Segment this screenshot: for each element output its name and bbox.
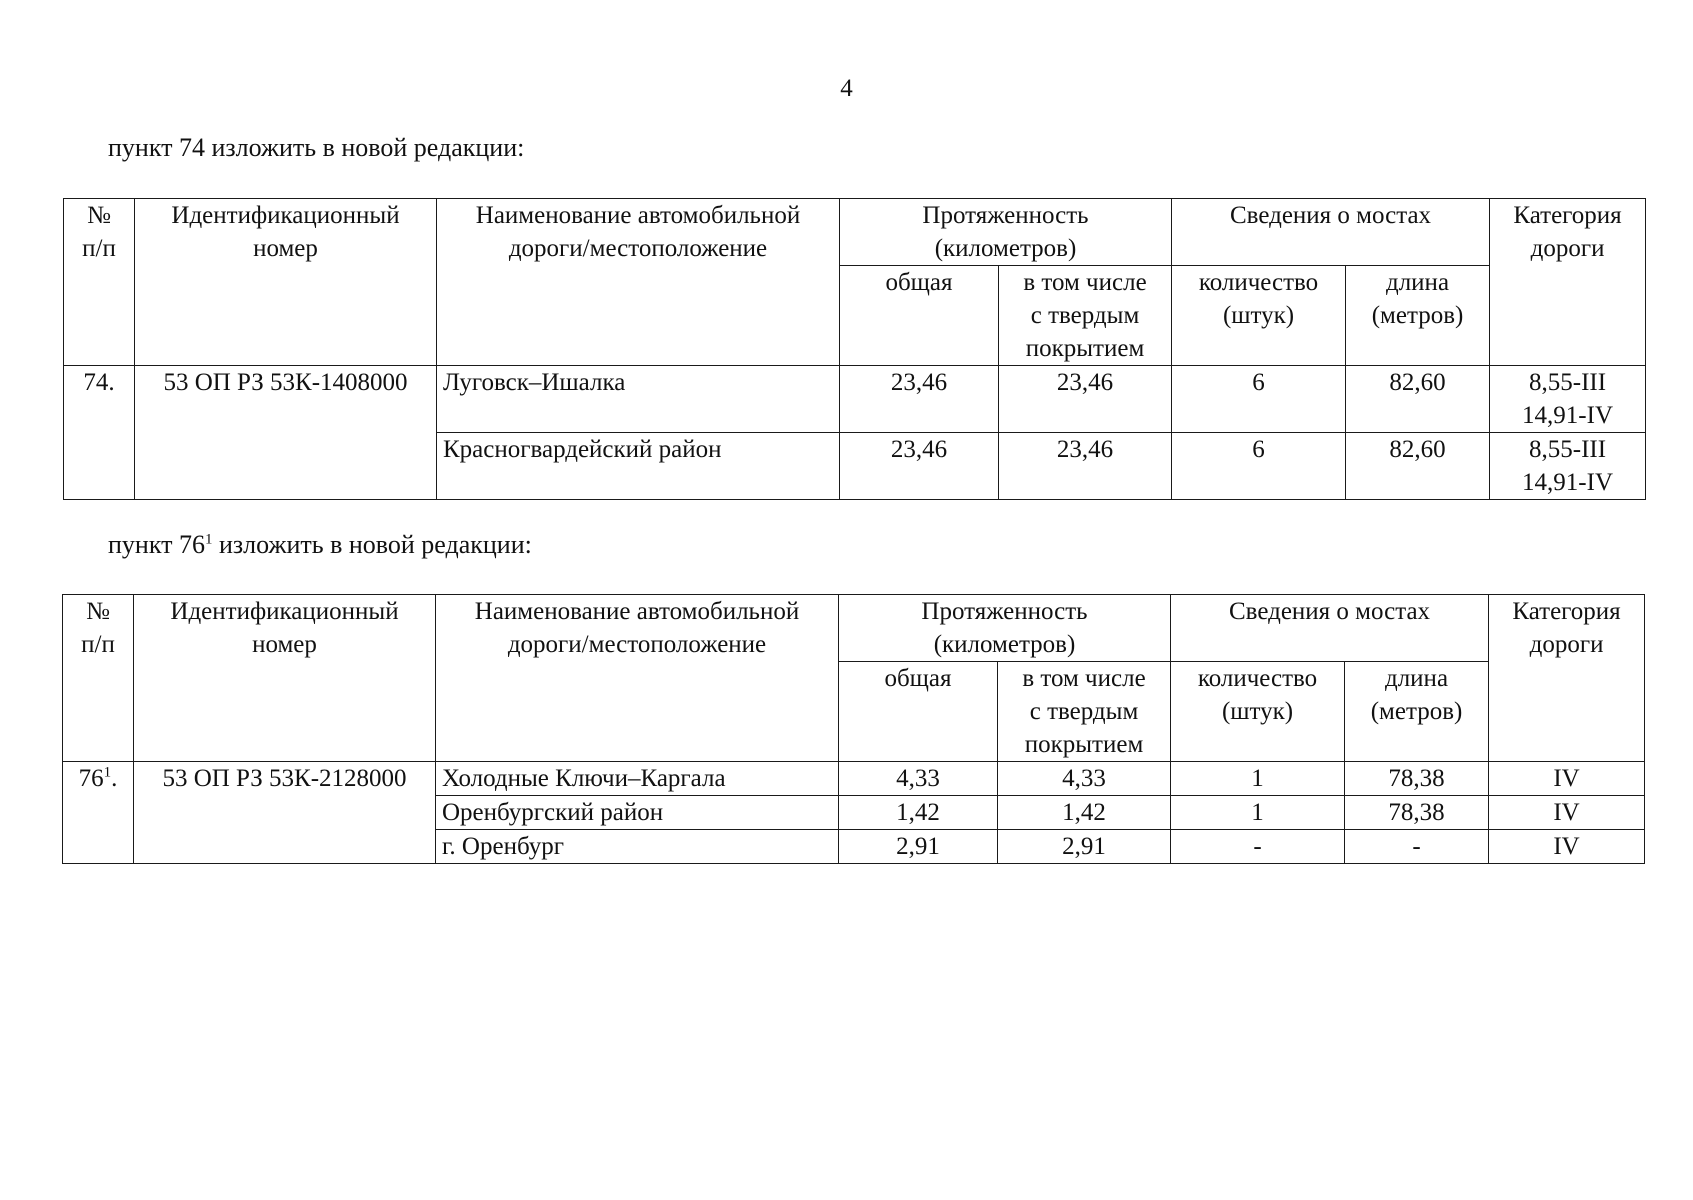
- road-name: Красногвардейский район: [437, 433, 840, 500]
- item-id: 53 ОП РЗ 53К-1408000: [135, 366, 437, 500]
- section-intro: пункт 74 изложить в новой редакции:: [108, 133, 525, 162]
- road-name: Оренбургский район: [436, 796, 839, 830]
- length-total: 23,46: [840, 366, 999, 433]
- item-number: $76^1$.: [63, 762, 134, 864]
- bridge-length: 82,60: [1346, 433, 1490, 500]
- road-category: IV: [1489, 830, 1645, 864]
- header-length-total: общая: [840, 266, 999, 366]
- header-bridges: Сведения о мостах: [1172, 199, 1490, 266]
- header-length-paved: в том числе с твердым покрытием: [998, 662, 1171, 762]
- bridge-length: 78,38: [1345, 762, 1489, 796]
- bridge-length: 78,38: [1345, 796, 1489, 830]
- road-category: 8,55-III 14,91-IV: [1490, 433, 1646, 500]
- road-name: Холодные Ключи–Каргала: [436, 762, 839, 796]
- length-total: 23,46: [840, 433, 999, 500]
- header-bridge-count: количество (штук): [1172, 266, 1346, 366]
- roads-table-76-1: [62, 594, 1645, 864]
- bridge-count: 1: [1171, 796, 1345, 830]
- header-num: № п/п: [64, 199, 135, 366]
- header-length: Протяженность (километров): [839, 595, 1171, 662]
- length-paved: 4,33: [998, 762, 1171, 796]
- length-paved: 1,42: [998, 796, 1171, 830]
- length-paved: 23,46: [999, 366, 1172, 433]
- length-total: 1,42: [839, 796, 998, 830]
- header-category: Категория дороги: [1489, 595, 1645, 762]
- item-number: 74.: [64, 366, 135, 500]
- table-row: [64, 366, 1646, 433]
- road-name: г. Оренбург: [436, 830, 839, 864]
- bridge-count: -: [1171, 830, 1345, 864]
- header-bridge-length: длина (метров): [1345, 662, 1489, 762]
- road-category: IV: [1489, 796, 1645, 830]
- header-length: Протяженность (километров): [840, 199, 1172, 266]
- header-category: Категория дороги: [1490, 199, 1646, 366]
- roads-table-74: [63, 198, 1646, 500]
- road-category: IV: [1489, 762, 1645, 796]
- table-row: [63, 762, 1645, 796]
- road-name: Луговск–Ишалка: [437, 366, 840, 433]
- bridge-count: 1: [1171, 762, 1345, 796]
- length-paved: 2,91: [998, 830, 1171, 864]
- header-length-paved: в том числе с твердым покрытием: [999, 266, 1172, 366]
- length-total: 4,33: [839, 762, 998, 796]
- length-paved: 23,46: [999, 433, 1172, 500]
- header-name: Наименование автомобильной дороги/местоположение: [436, 595, 839, 762]
- bridge-count: 6: [1172, 433, 1346, 500]
- header-bridges: Сведения о мостах: [1171, 595, 1489, 662]
- header-length-total: общая: [839, 662, 998, 762]
- bridge-length: -: [1345, 830, 1489, 864]
- road-category: 8,55-III 14,91-IV: [1490, 366, 1646, 433]
- bridge-length: 82,60: [1346, 366, 1490, 433]
- header-id: Идентификационный номер: [134, 595, 436, 762]
- header-bridge-count: количество (штук): [1171, 662, 1345, 762]
- item-id: 53 ОП РЗ 53К-2128000: [134, 762, 436, 864]
- page-number: 4: [840, 75, 853, 102]
- header-id: Идентификационный номер: [135, 199, 437, 366]
- header-bridge-length: длина (метров): [1346, 266, 1490, 366]
- bridge-count: 6: [1172, 366, 1346, 433]
- header-num: № п/п: [63, 595, 134, 762]
- length-total: 2,91: [839, 830, 998, 864]
- section-intro: пункт $76^1$ изложить в новой редакции:: [108, 530, 532, 559]
- header-name: Наименование автомобильной дороги/местоположение: [437, 199, 840, 366]
